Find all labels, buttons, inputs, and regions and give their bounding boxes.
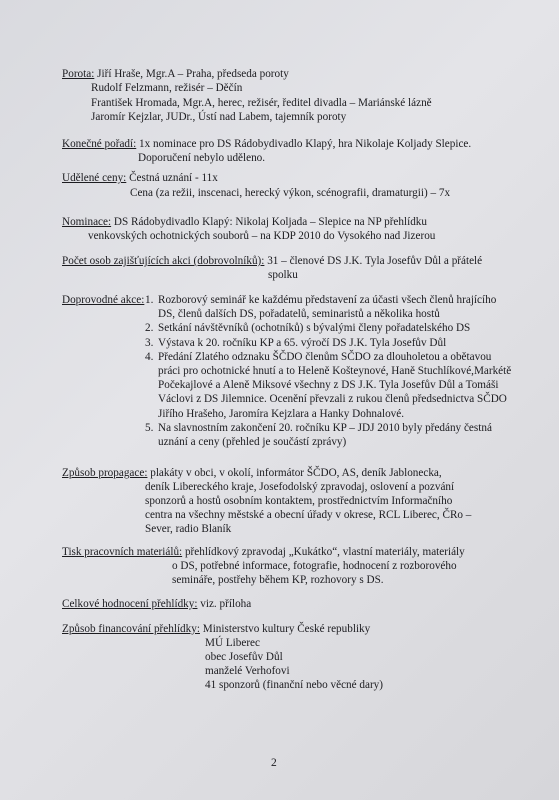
konecne-poradi-line: Doporučení nebylo uděleno. bbox=[138, 152, 266, 164]
konecne-poradi-label: Konečné pořadí: bbox=[62, 138, 137, 150]
list-item-number: 4. bbox=[145, 350, 154, 363]
list-item bbox=[145, 350, 515, 421]
list-item bbox=[145, 293, 515, 321]
udelene-ceny-line: Cena (za režii, inscenaci, herecký výkon, scénografii, dramaturgii) – 7x bbox=[130, 187, 451, 199]
financovani-line: manželé Verhofovi bbox=[205, 665, 290, 677]
list-item-number: 2. bbox=[145, 322, 154, 335]
porota-label: Porota: bbox=[62, 68, 95, 80]
hodnoceni-value: viz. příloha bbox=[200, 598, 252, 610]
konecne-poradi-line: 1x nominace pro DS Rádobydivadlo Klapý, hra Nikolaje Koljady Slepice. bbox=[139, 138, 472, 150]
list-item-number: 1. bbox=[145, 294, 154, 306]
financovani-row bbox=[62, 622, 370, 636]
udelene-ceny-line: Čestná uznání - 11x bbox=[129, 172, 218, 184]
pocet-osob-label: Počet osob zajišťujících akci (dobrovolníků): bbox=[62, 255, 265, 267]
pocet-osob-line: spolku bbox=[268, 269, 298, 281]
pocet-osob-line: 31 – členové DS J.K. Tyla Josefův Důl a přátelé bbox=[267, 255, 483, 267]
financovani-line: obec Josefův Důl bbox=[205, 651, 283, 663]
nominace-row bbox=[62, 215, 427, 229]
list-item-text: Setkání návštěvníků (ochotníků) s bývalými členy pořadatelského DS bbox=[158, 322, 471, 335]
list-item-text: Výstava k 20. ročníku KP a 65. výročí DS J.K. Tyla Josefův Důl bbox=[158, 336, 447, 349]
doprovodne-akce-label-wrap bbox=[62, 293, 144, 307]
list-item-text: Rozborový seminář ke každému představení za účasti všech členů hrajícího DS, členů dalších DS, pořadatelů, seminaristů a několika hostů bbox=[158, 294, 497, 321]
propagace-line: centra na všechny městské a obecní úřady v okrese, RCL Liberec, ČRo – bbox=[145, 509, 472, 521]
doprovodne-akce-list bbox=[145, 293, 515, 449]
list-item-number: 5. bbox=[145, 421, 154, 434]
page-number: 2 bbox=[271, 757, 277, 769]
hodnoceni-label: Celkové hodnocení přehlídky: bbox=[62, 598, 198, 610]
propagace-line: plakáty v obci, v okolí, informátor ŠČDO, AS, deník Jablonecka, bbox=[150, 467, 442, 479]
porota-line: Jiří Hraše, Mgr.A – Praha, předseda poroty bbox=[97, 68, 289, 80]
list-item-text: Předání Zlatého odznaku ŠČDO členům SČDO za dlouholetou a obětavou práci pro ochotnické hnutí a to Heleně Košteynové, Haně Stuchlíkové,Markétě Počekajlové a Aleně Miksové všechny z DS J.K. Tyla Josefův Důl a Tomáši Václovi z DS Jilemnice. Ocenění převzali z rukou členů předsednictva SČDO Jiřího Hrašeho, Jaromíra Kejzlara a Hanky Dohnalové. bbox=[158, 350, 512, 420]
tisk-line: o DS, potřebné informace, fotografie, hodnocení z rozborového bbox=[172, 560, 457, 572]
nominace-line: venkovských ochotnických souborů – na KDP 2010 do Vysokého nad Jizerou bbox=[88, 230, 436, 242]
porota-line: Rudolf Felzmann, režisér – Děčín bbox=[91, 82, 243, 94]
nominace-line: DS Rádobydivadlo Klapý: Nikolaj Koljada – Slepice na NP přehlídku bbox=[113, 216, 427, 228]
propagace-row bbox=[62, 466, 442, 480]
porota-row bbox=[62, 67, 289, 81]
financovani-line: Ministerstvo kultury České republiky bbox=[202, 623, 371, 635]
porota-line: Jaromír Kejzlar, JUDr., Ústí nad Labem, tajemník poroty bbox=[91, 111, 347, 123]
tisk-line: semináře, postřehy během KP, rozhovory s DS. bbox=[172, 574, 384, 586]
propagace-line: deník Libereckého kraje, Josefodolský zpravodaj, oslovení a pozvání bbox=[145, 481, 455, 493]
propagace-label: Způsob propagace: bbox=[62, 467, 148, 479]
financovani-label: Způsob financování přehlídky: bbox=[62, 623, 200, 635]
udelene-ceny-row bbox=[62, 171, 218, 185]
list-item-number: 3. bbox=[145, 336, 154, 349]
list-item bbox=[145, 321, 515, 335]
nominace-label: Nominace: bbox=[62, 216, 112, 228]
konecne-poradi-row bbox=[62, 137, 471, 151]
financovani-line: MÚ Liberec bbox=[205, 637, 260, 649]
list-item bbox=[145, 336, 515, 350]
tisk-line: přehlídkový zpravodaj „Kukátko“, vlastní materiály, materiály bbox=[184, 546, 465, 558]
porota-line: František Hromada, Mgr.A, herec, režisér, ředitel divadla – Mariánské lázně bbox=[91, 97, 432, 109]
doprovodne-akce-label: Doprovodné akce: bbox=[62, 294, 145, 306]
udelene-ceny-label: Udělené ceny: bbox=[62, 172, 127, 184]
tisk-row bbox=[62, 545, 465, 559]
list-item-text: Na slavnostním zakončení 20. ročníku KP – JDJ 2010 byly předány čestná uznání a ceny (přehled je součástí zprávy) bbox=[158, 421, 492, 449]
propagace-line: sponzorů a hostů osobním kontaktem, prostřednictvím Informačního bbox=[145, 495, 453, 507]
tisk-label: Tisk pracovních materiálů: bbox=[62, 546, 183, 558]
propagace-line: Sever, radio Blaník bbox=[145, 523, 232, 535]
pocet-osob-row bbox=[62, 254, 482, 268]
list-item bbox=[145, 421, 515, 449]
hodnoceni-row bbox=[62, 597, 251, 611]
financovani-line: 41 sponzorů (finanční nebo věcné dary) bbox=[205, 679, 384, 691]
